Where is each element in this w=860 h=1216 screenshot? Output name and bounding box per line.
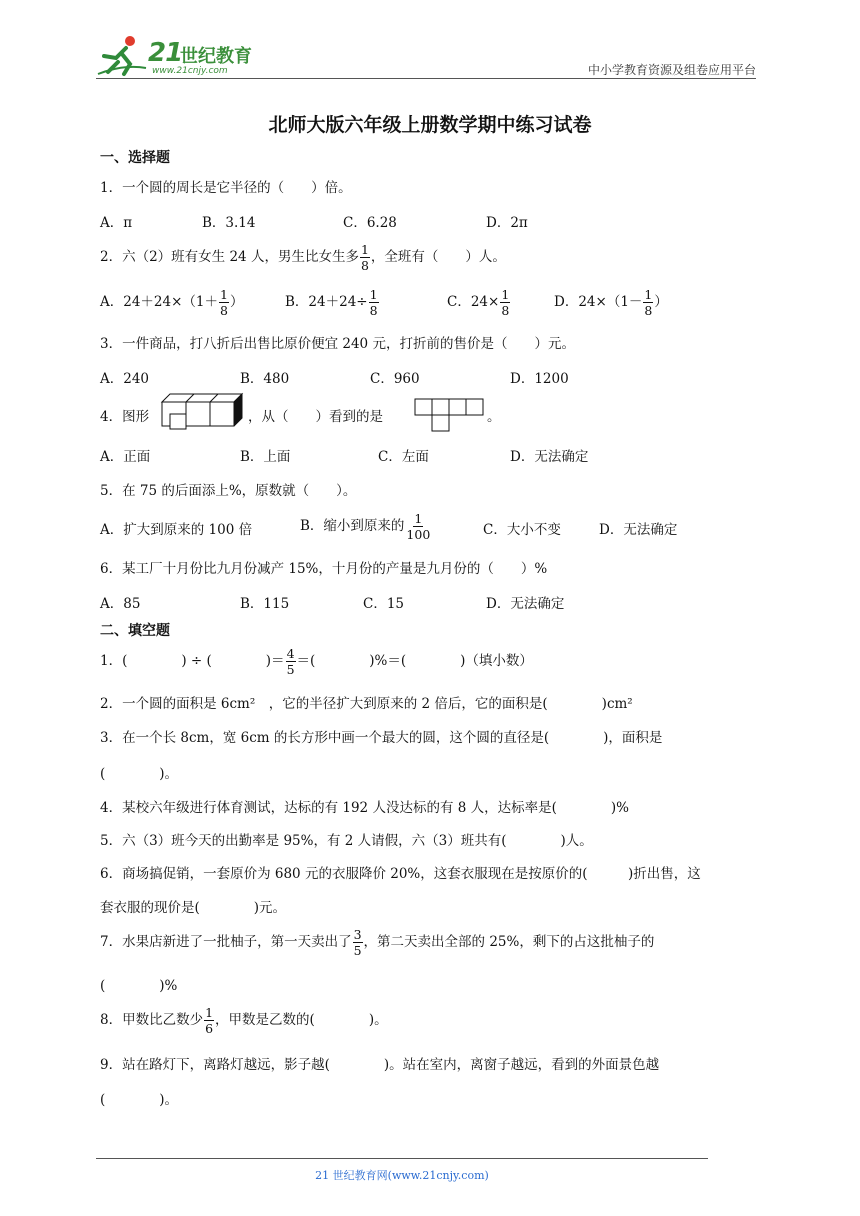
q2-5-text: 5．六（3）班今天的出勤率是 95%，有 2 人请假，六（3）班共有( )人。 <box>100 833 593 849</box>
q2-3-line2: ( )。 <box>100 766 179 782</box>
q2-4-text: 4．某校六年级进行体育测试，达标的有 192 人没达标的有 8 人，达标率是( )% <box>100 800 629 816</box>
q2-7-line1: 7．水果店新进了一批柚子，第一天卖出了 $\frac{3}{5}$ ，第二天卖出全部的 25%，剩下的占这批柚子的 <box>100 927 655 958</box>
q2-9-line2: ( )。 <box>100 1092 179 1108</box>
runner-logo-icon <box>96 34 152 78</box>
q1-4-option-c: C．左面 <box>378 449 429 465</box>
q1-2-option-c: C．24× $\frac{1}{8}$ <box>447 287 510 318</box>
q1-2-option-d: D．24×（1－ $\frac{1}{8}$ ） <box>554 287 668 318</box>
q1-4-post: 。 <box>487 409 501 425</box>
q1-1-option-c: C．6.28 <box>343 215 397 231</box>
page-title: 北师大版六年级上册数学期中练习试卷 <box>268 114 592 136</box>
q1-2-option-b: B．24＋24÷ $\frac{1}{8}$ <box>285 287 378 318</box>
logo-name: 世纪教育 <box>180 46 252 67</box>
q1-2-text: 2．六（2）班有女生 24 人，男生比女生多 $\frac{1}{8}$ ，全班有（ ）人。 <box>100 242 506 273</box>
q1-1-option-d: D．2π <box>486 215 528 231</box>
section-heading-fill: 二、填空题 <box>100 623 170 639</box>
fraction: $\frac{1}{8}$ <box>360 242 369 273</box>
logo-number: 21 <box>148 38 183 68</box>
q2-1-text: 1．( ) ÷ ( )＝ $\frac{4}{5}$ ＝( )%＝( )（填小数） <box>100 646 533 677</box>
q2-2-text: 2．一个圆的面积是 6cm² ，它的半径扩大到原来的 2 倍后，它的面积是( )cm² <box>100 696 633 712</box>
q2-8-text: 8．甲数比乙数少 $\frac{1}{6}$ ，甲数是乙数的( )。 <box>100 1005 388 1036</box>
q1-2-option-a: A．24＋24×（1＋ $\frac{1}{8}$ ） <box>100 287 244 318</box>
platform-label: 中小学教育资源及组卷应用平台 <box>587 63 756 77</box>
cube-stack-figure-icon <box>160 392 244 430</box>
q1-5-option-d: D．无法确定 <box>599 522 678 538</box>
q2-3-line1: 3．在一个长 8cm，宽 6cm 的长方形中画一个最大的圆，这个圆的直径是( )，面积是 <box>100 730 663 746</box>
q1-4-option-a: A．正面 <box>100 449 151 465</box>
q1-1-option-b: B．3.14 <box>202 215 256 231</box>
q1-3-option-b: B．480 <box>240 371 290 387</box>
q1-3-option-d: D．1200 <box>510 371 569 387</box>
q1-4-mid: ，从（ ）看到的是 <box>248 409 383 425</box>
q1-4-option-b: B．上面 <box>240 449 291 465</box>
q2-9-line1: 9．站在路灯下，离路灯越远，影子越( )。站在室内，离窗子越远，看到的外面景色越 <box>100 1057 660 1073</box>
q1-6-text: 6．某工厂十月份比九月份减产 15%，十月份的产量是九月份的（ ）% <box>100 561 548 577</box>
header-divider <box>96 78 756 79</box>
q2-6-line1: 6．商场搞促销，一套原价为 680 元的衣服降价 20%，这套衣服现在是按原价的( )折出售，这 <box>100 866 701 882</box>
q1-6-option-c: C．15 <box>363 596 405 612</box>
q2-7-line2: ( )% <box>100 978 178 994</box>
q1-3-text: 3．一件商品，打八折后出售比原价便宜 240 元，打折前的售价是（ ）元。 <box>100 336 575 352</box>
q1-5-option-b: B．缩小到原来的 $\frac{1}{100}$ <box>300 511 431 542</box>
logo-url: www.21cnjy.com <box>152 66 228 76</box>
q1-4-pre: 4．图形 <box>100 409 150 425</box>
q1-6-option-d: D．无法确定 <box>486 596 565 612</box>
q1-3-option-c: C．960 <box>370 371 420 387</box>
top-view-figure-icon <box>413 397 485 433</box>
q1-6-option-b: B．115 <box>240 596 290 612</box>
q1-4-option-d: D．无法确定 <box>510 449 589 465</box>
q1-6-option-a: A．85 <box>100 596 141 612</box>
section-heading-choice: 一、选择题 <box>100 150 170 166</box>
q1-5-option-c: C．大小不变 <box>483 522 561 538</box>
q1-5-option-a: A．扩大到原来的 100 倍 <box>100 522 253 538</box>
q1-1-option-a: A．π <box>100 215 133 231</box>
q2-6-line2: 套衣服的现价是( )元。 <box>100 900 287 916</box>
footer-text[interactable]: 21 世纪教育网(www.21cnjy.com) <box>315 1169 489 1182</box>
q1-1-text: 1．一个圆的周长是它半径的（ ）倍。 <box>100 180 352 196</box>
footer-divider <box>96 1158 708 1159</box>
logo <box>96 32 266 80</box>
q1-5-text: 5．在 75 的后面添上%，原数就（ ）。 <box>100 483 357 499</box>
q1-3-option-a: A．240 <box>100 371 150 387</box>
